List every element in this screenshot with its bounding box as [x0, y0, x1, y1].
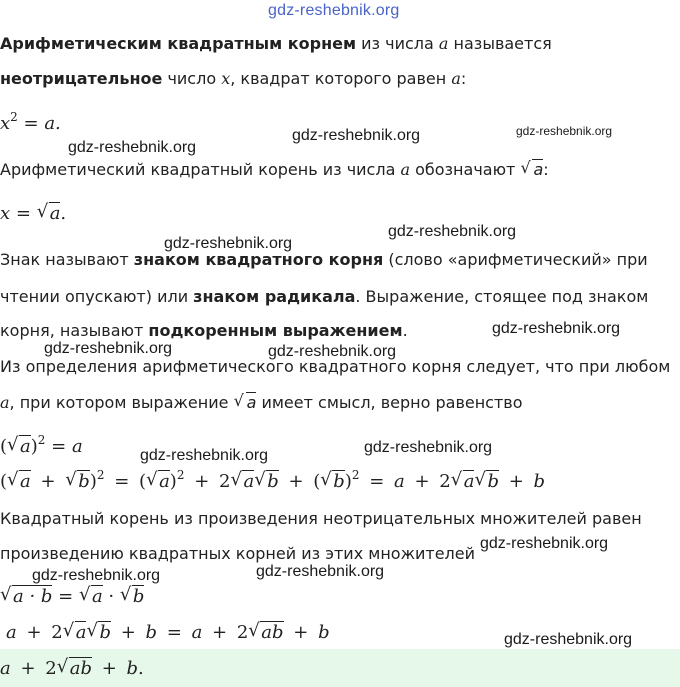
watermark: gdz-reshebnik.org: [32, 567, 161, 584]
radicand: ab: [69, 658, 92, 679]
text: обозначают: [410, 160, 521, 179]
var-a: a: [438, 34, 449, 53]
text: :: [543, 160, 549, 179]
radicand: a: [20, 436, 31, 457]
radical: [254, 471, 279, 493]
watermark: gdz-reshebnik.org: [68, 139, 197, 156]
equation-sum-squared: [0, 468, 546, 493]
text: из числа: [356, 34, 439, 53]
text: Знак называют: [0, 250, 134, 269]
watermark: gdz-reshebnik.org: [256, 563, 385, 580]
radicand: b: [333, 471, 345, 492]
radical: [65, 471, 90, 493]
watermark: gdz-reshebnik.org: [504, 631, 633, 648]
radicand: a: [246, 393, 257, 412]
radical: [234, 393, 257, 413]
radicand: b: [487, 471, 499, 492]
text: Арифметический квадратный корень из числа: [0, 160, 401, 179]
text: (слово «арифметический» при: [383, 250, 648, 269]
watermark: gdz-reshebnik.org: [364, 439, 493, 456]
exponent: 2: [176, 468, 185, 482]
op: =: [359, 471, 395, 492]
text: чтении опускают) или: [0, 287, 194, 306]
radical: [451, 471, 475, 493]
radical: [120, 586, 145, 608]
equation-sqrt-squared: [0, 433, 83, 458]
term-radicand: подкоренным выражением: [148, 321, 403, 340]
op: =: [52, 586, 79, 607]
paren: (: [313, 471, 321, 492]
text: :: [460, 69, 467, 88]
op: +: [30, 471, 66, 492]
radical: [230, 471, 254, 493]
radicand: a: [159, 471, 170, 492]
paren: ): [169, 471, 177, 492]
var-a: a: [400, 160, 411, 179]
radical: [86, 622, 111, 644]
text: называется: [448, 34, 552, 53]
equation-x-squared: [0, 110, 61, 135]
radicand: a · b: [13, 586, 53, 607]
radical: [146, 471, 170, 493]
radicand: a: [49, 203, 61, 224]
op: + 2: [404, 471, 451, 492]
definition-line-1: [0, 34, 552, 54]
radical: [79, 586, 103, 608]
paren: ): [89, 471, 97, 492]
radicand: a: [20, 471, 31, 492]
var-b: b: [145, 622, 158, 643]
var-b: b: [533, 471, 546, 492]
var-b: b: [318, 622, 330, 643]
op: + 2: [10, 658, 57, 679]
product-line-2: [0, 544, 475, 564]
text: , при котором выражение: [9, 393, 234, 412]
term-arithmetic-root: Арифметическим квадратным корнем: [0, 34, 357, 53]
var-a: a: [0, 393, 10, 412]
var-x: x: [0, 113, 11, 134]
radicand: a: [533, 160, 544, 179]
text: Квадратный корень из произведения неотрицательных множителей равен: [0, 509, 642, 528]
text: корня, называют: [0, 321, 149, 340]
radical: [248, 622, 283, 644]
paren: ): [30, 436, 38, 457]
product-line-1: [0, 509, 642, 529]
watermark: gdz-reshebnik.org: [292, 127, 421, 144]
op: +: [499, 471, 534, 492]
radicand: b: [267, 471, 279, 492]
exponent: 2: [96, 468, 105, 482]
equation-result: [0, 658, 144, 680]
sign-line-2: [0, 287, 648, 307]
consequence-line-2: [0, 393, 523, 413]
radical: [474, 471, 499, 493]
lhs: x =: [0, 203, 37, 224]
op: +: [278, 471, 314, 492]
op: +: [283, 622, 319, 643]
op: + 2: [202, 622, 249, 643]
text: число: [162, 69, 222, 88]
var-b: b: [126, 658, 139, 679]
var-x: x: [221, 69, 231, 88]
op: +: [91, 658, 127, 679]
rhs: = a.: [17, 113, 61, 134]
exponent: 2: [351, 468, 360, 482]
paren: (: [139, 471, 147, 492]
exponent: 2: [10, 110, 18, 124]
radicand: ab: [261, 622, 284, 643]
paren: (: [0, 471, 8, 492]
var-a: a: [191, 622, 203, 643]
notation-line: [0, 160, 549, 180]
term-radical-sign: знаком радикала: [193, 287, 356, 306]
sign-line-1: [0, 250, 648, 270]
op: ·: [102, 586, 120, 607]
radical: [57, 658, 92, 680]
watermark: gdz-reshebnik.org: [492, 320, 621, 337]
definition-line-2: [0, 69, 466, 89]
radical: [7, 436, 31, 458]
equation-simplify: [6, 622, 330, 644]
equation-x-sqrt-a: [0, 203, 66, 225]
radical: [520, 160, 543, 180]
text: Из определения арифметического квадратного корня следует, что при любом: [0, 357, 671, 376]
equation-product-root: [0, 586, 144, 608]
watermark-top: gdz-reshebnik.org: [268, 2, 400, 19]
radicand: b: [99, 622, 111, 643]
watermark: gdz-reshebnik.org: [140, 447, 269, 464]
radical: [37, 203, 61, 225]
term-nonnegative: неотрицательное: [0, 69, 163, 88]
watermark: gdz-reshebnik.org: [164, 235, 293, 252]
watermark: gdz-reshebnik.org: [516, 124, 613, 138]
radicand: a: [75, 622, 87, 643]
sign-line-3: [0, 321, 408, 341]
term-root-sign: знаком квадратного корня: [133, 250, 384, 269]
text: имеет смысл, верно равенство: [256, 393, 523, 412]
op: =: [104, 471, 140, 492]
radical: [63, 622, 87, 644]
radical: [320, 471, 345, 493]
watermark: gdz-reshebnik.org: [388, 223, 517, 240]
radicand: a: [463, 471, 475, 492]
var-a: a: [0, 658, 11, 679]
exponent: 2: [37, 433, 46, 447]
var-a: a: [6, 622, 17, 643]
paren: ): [344, 471, 352, 492]
radicand: b: [132, 586, 145, 607]
text: , квадрат которого равен: [230, 69, 452, 88]
watermark: gdz-reshebnik.org: [268, 343, 397, 360]
punct: .: [60, 203, 67, 224]
op: =: [157, 622, 192, 643]
radical: [7, 471, 31, 493]
rhs: = a: [45, 436, 83, 457]
op: + 2: [184, 471, 231, 492]
var-a: a: [451, 69, 461, 88]
watermark: gdz-reshebnik.org: [480, 535, 609, 552]
watermark: gdz-reshebnik.org: [44, 340, 173, 357]
punct: .: [138, 658, 144, 679]
paren: (: [0, 436, 8, 457]
text: .: [402, 321, 408, 340]
radical: [0, 586, 52, 608]
radicand: a: [91, 586, 103, 607]
text: произведению квадратных корней из этих множителей: [0, 544, 476, 563]
radicand: a: [243, 471, 255, 492]
var-a: a: [394, 471, 405, 492]
radicand: b: [78, 471, 90, 492]
text: . Выражение, стоящее под знаком: [355, 287, 649, 306]
op: +: [110, 622, 146, 643]
op: + 2: [16, 622, 63, 643]
